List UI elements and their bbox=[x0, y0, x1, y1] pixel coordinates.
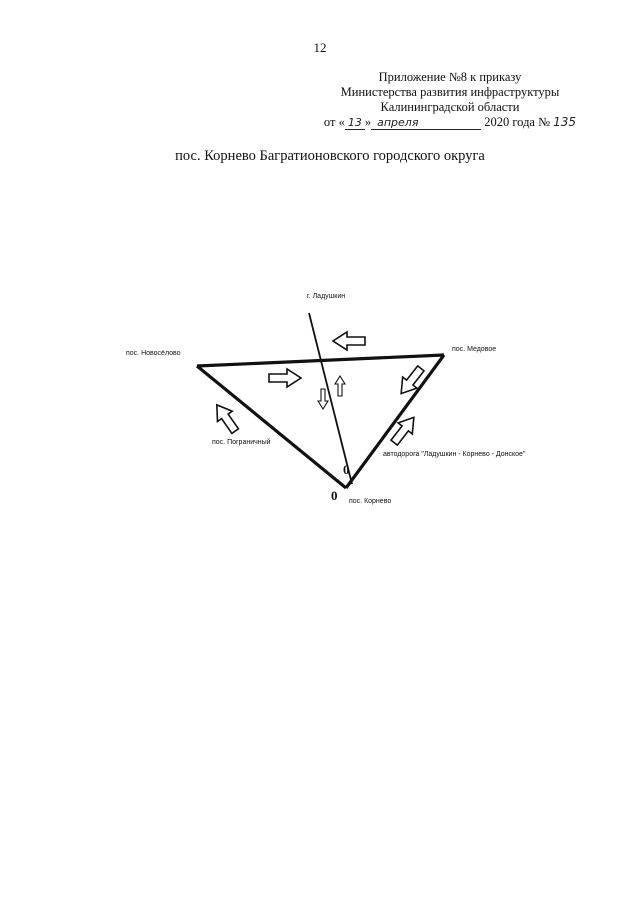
appendix-line-1: Приложение №8 к приказу bbox=[378, 70, 522, 84]
road-novoselovo-kornevo bbox=[197, 366, 346, 488]
arrow-left-icon bbox=[333, 332, 365, 350]
order-month: апреля bbox=[371, 117, 481, 130]
page-number: 12 bbox=[313, 40, 327, 55]
label-road: автодорога "Ладушкин - Корнево - Донское" bbox=[383, 451, 526, 458]
document-title: пос. Корнево Багратионовского городского округа bbox=[175, 148, 485, 164]
arrow-down-icon bbox=[318, 389, 328, 409]
date-mid: » bbox=[364, 115, 372, 129]
appendix-line-3: Калининградской области bbox=[380, 100, 520, 114]
arrow-up-right-icon bbox=[387, 412, 421, 448]
label-novoselovo: пос. Новосёлово bbox=[126, 350, 181, 357]
label-pogranichny: пос. Пограничный bbox=[212, 439, 271, 446]
order-year-text: 2020 года № bbox=[484, 115, 551, 129]
junction-marker-lower: 0 bbox=[331, 488, 338, 503]
order-number: 135 bbox=[553, 115, 577, 129]
arrow-up-left-icon bbox=[209, 400, 242, 437]
appendix-line-2: Министерства развития инфраструктуры bbox=[340, 85, 560, 99]
label-medovoe: пос. Медовое bbox=[452, 346, 497, 353]
order-day: 13 bbox=[345, 117, 365, 130]
label-ladushkin: г. Ладушкин bbox=[307, 293, 346, 300]
junction-marker-upper: 0 bbox=[343, 462, 350, 477]
arrow-right-icon bbox=[269, 369, 301, 387]
arrow-up-icon bbox=[335, 376, 345, 396]
road-medovoe-kornevo bbox=[346, 355, 444, 488]
label-kornevo: пос. Корнево bbox=[349, 498, 392, 505]
date-prefix: от « bbox=[323, 115, 345, 129]
